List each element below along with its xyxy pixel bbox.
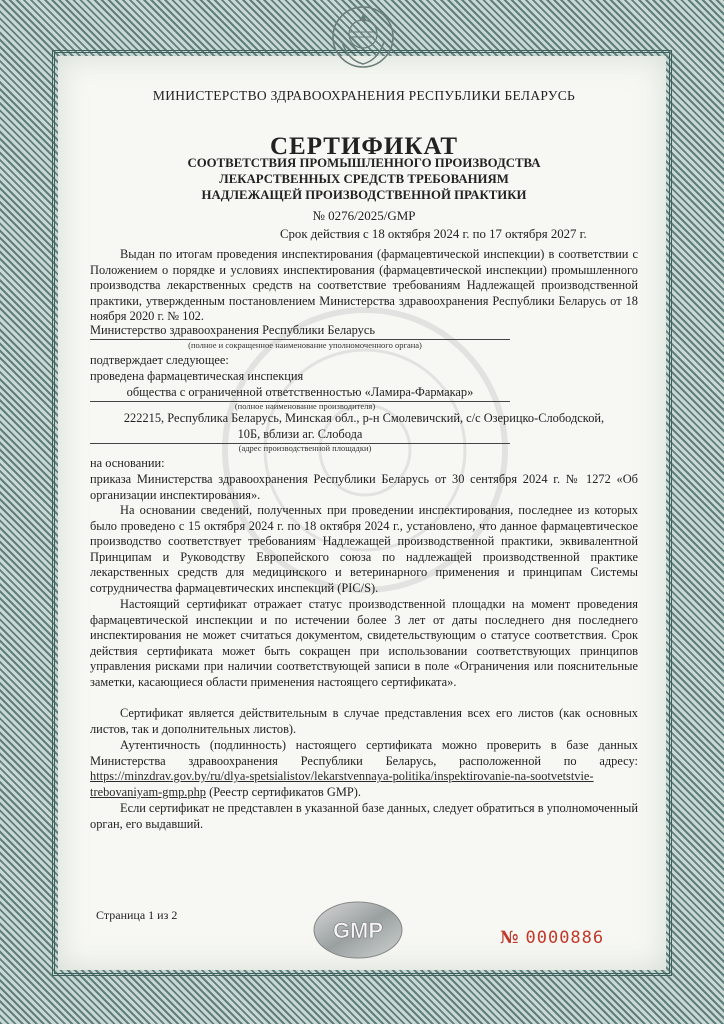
authority-field: Министерство здравоохранения Республики Беларусь: [90, 323, 510, 340]
ministry-heading: МИНИСТЕРСТВО ЗДРАВООХРАНЕНИЯ РЕСПУБЛИКИ БЕЛАРУСЬ: [152, 88, 576, 103]
authority-caption: (полное и сокращенное наименование уполномоченного органа): [188, 340, 422, 350]
serial-number: [500, 928, 604, 948]
seal-text: GMP: [332, 918, 384, 943]
paragraph-authenticity: [90, 738, 638, 800]
basis-text: приказа Министерства здравоохранения Республики Беларусь от 30 сентября 2024 г. № 1272 «Об организации инспектирования».: [90, 472, 638, 502]
paragraph-compliance: На основании сведений, полученных при проведении инспектирования, последнее из которых было проведено с 15 октября 2024 г. по 18 октября 2024 г., установлено, что данное фармацевтическое производство соответствует требованиям Надлежащей производственной практики, эквивалентной Принципам и Руководству Европейского союза по надлежащей производственной практике лекарственных средств для медицинского и ветеринарного применения и принципам Системы сотрудничества фармацевтических инспекций (PIC/S).: [90, 503, 638, 595]
inspection-line: проведена фармацевтическая инспекция: [90, 369, 304, 383]
paragraph-status: Настоящий сертификат отражает статус производственной площадки на момент проведения фармацевтической инспекции и по истечении более 3 лет от даты последнего дня последнего инспектирования не может считаться документом, свидетельствующим о статусе соответствия. Срок действия сертификата может быть сокращен при использовании соответствующих принципов управления рисками при наличии соответствующей записи в поле «Ограничения или пояснительные заметки, касающиеся области применения настоящего сертификата».: [90, 597, 638, 689]
authenticity-text: Аутентичность (подлинность) настоящего сертификата можно проверить в базе данных Министерства здравоохранения Республики Беларусь, расположенной по адресу:: [90, 738, 638, 768]
address-caption: (адрес производственной площадки): [238, 443, 372, 453]
registry-link[interactable]: https://minzdrav.gov.by/ru/dlya-spetsialistov/lekarstvennaya-politika/inspektirovanie-na-sootvetstvie-trebovaniyam-gmp.php: [90, 769, 594, 799]
address-line-1: 222215, Республика Беларусь, Минская обл., р-н Смолевичский, с/с Озерицко-Слободской,: [123, 411, 605, 425]
page-number: Страница 1 из 2: [96, 908, 178, 922]
subtitle-line: СООТВЕТСТВИЯ ПРОМЫШЛЕННОГО ПРОИЗВОДСТВА: [187, 156, 541, 170]
certificate-number: № 0276/2025/GMP: [312, 208, 416, 223]
paragraph-contact: Если сертификат не представлен в указанной базе данных, следует обратиться в уполномоченный орган, его выдавший.: [90, 801, 638, 831]
manufacturer-field: общества с ограниченной ответственностью «Ламира-Фармакар»: [90, 385, 510, 402]
intro-paragraph: Выдан по итогам проведения инспектирования (фармацевтической инспекции) в соответствии с Положением о порядке и условиях инспектирования (фармацевтической инспекции) промышленного производства лекарственных средств на соответствие требованиям Надлежащей производственной практики, утвержденным постановлением Министерства здравоохранения Республики Беларусь от 18 ноября 2020 г. № 102.: [90, 247, 638, 324]
basis-label: на основании:: [90, 456, 165, 470]
subtitle-line: НАДЛЕЖАЩЕЙ ПРОИЗВОДСТВЕННОЙ ПРАКТИКИ: [201, 188, 527, 202]
serial-sign: №: [500, 928, 520, 948]
certificate-subtitle: [90, 155, 638, 203]
validity-period: Срок действия с 18 октября 2024 г. по 17 октября 2027 г.: [280, 227, 587, 241]
paragraph-validity-sheets: Сертификат является действительным в случае представления всех его листов (как основных листов, так и дополнительных листов).: [90, 706, 638, 736]
confirms-label: подтверждает следующее:: [90, 353, 229, 367]
certificate-title: СЕРТИФИКАТ: [269, 133, 458, 160]
manufacturer-caption: (полное наименование производителя): [234, 401, 376, 411]
serial-value: 0000886: [525, 928, 605, 948]
subtitle-line: ЛЕКАРСТВЕННЫХ СРЕДСТВ ТРЕБОВАНИЯМ: [219, 172, 509, 186]
address-line-2: 10Б, вблизи аг. Слобода: [90, 427, 510, 444]
state-emblem-icon: [330, 4, 396, 70]
gmp-hologram-seal: [312, 900, 404, 960]
authenticity-text-end: (Реестр сертификатов GMP).: [205, 784, 361, 799]
